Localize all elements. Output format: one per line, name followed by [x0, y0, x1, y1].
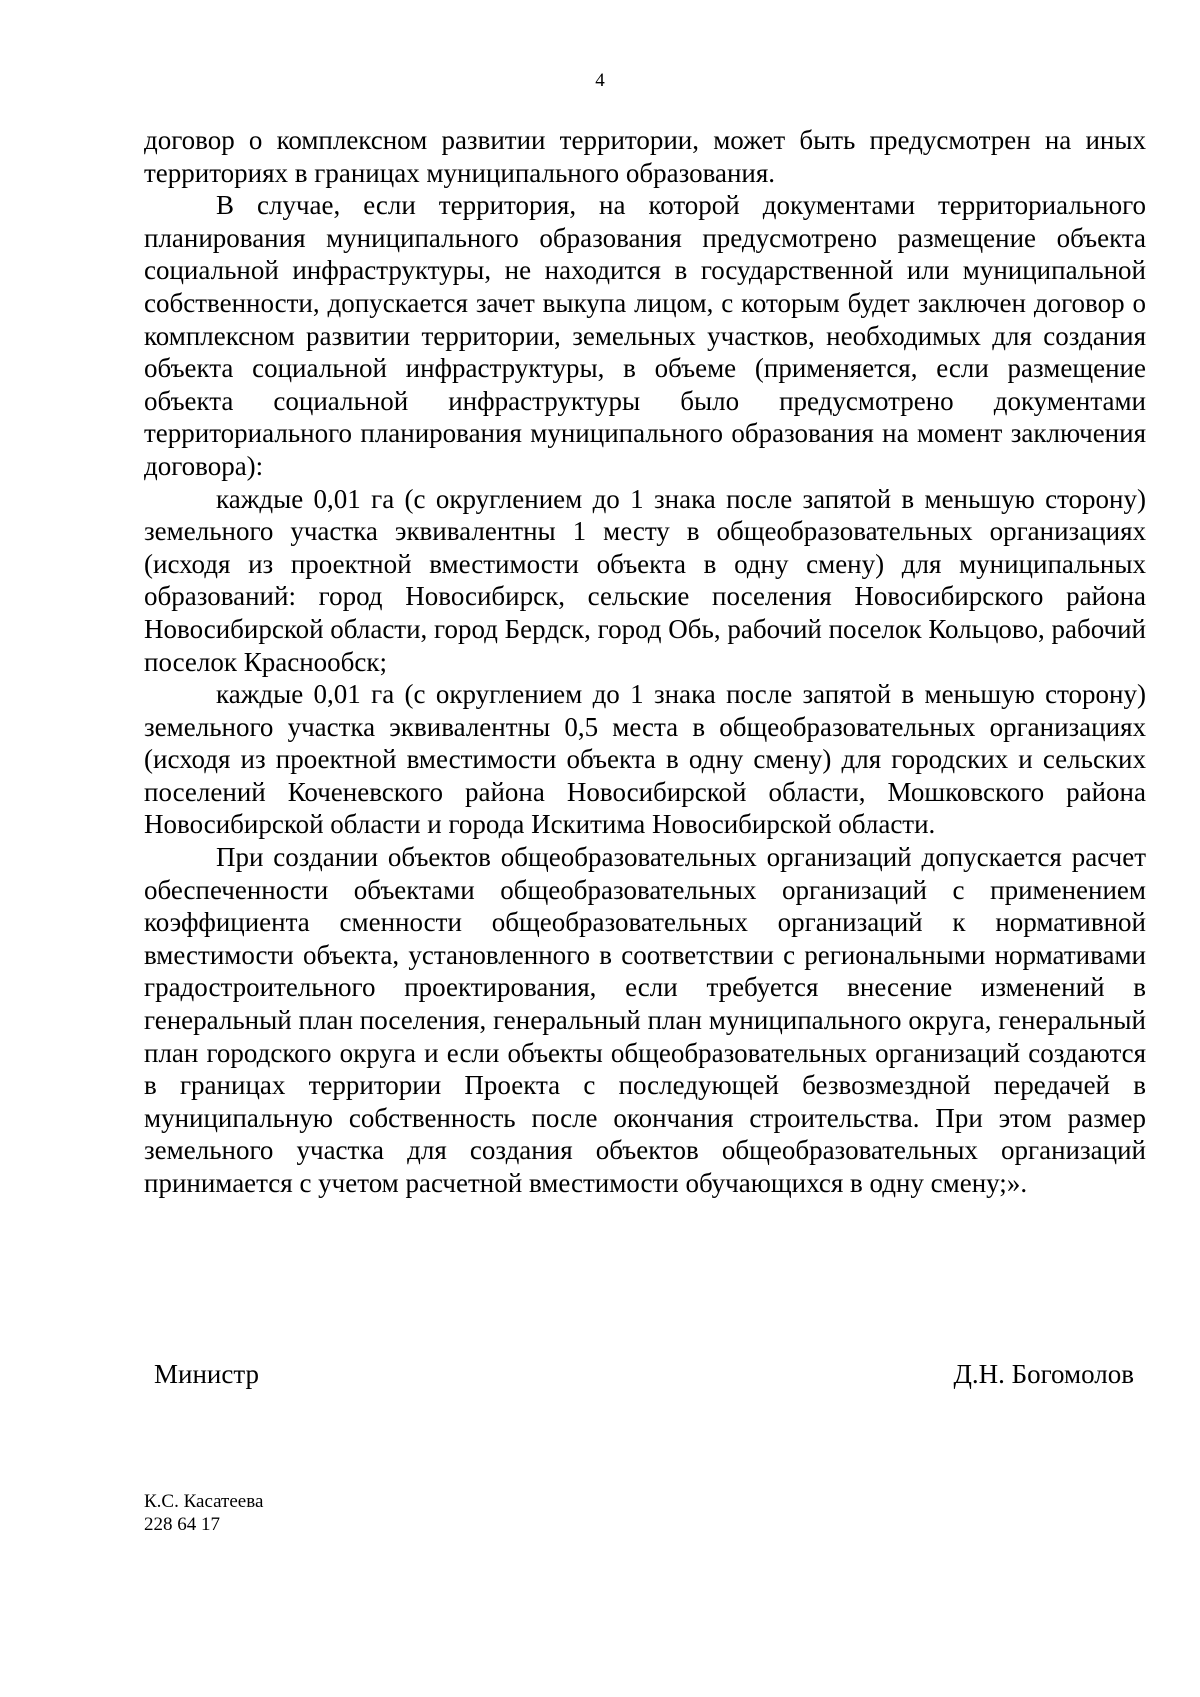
executor-block [144, 1490, 263, 1536]
signatory-position: Министр [154, 1359, 259, 1389]
page-number: 4 [595, 70, 605, 91]
document-body [144, 124, 1146, 1200]
paragraph-rate-districts: каждые 0,01 га (с округлением до 1 знака после запятой в меньшую сторону) земельного участка эквивалентны 0,5 места в общеобразовательных организациях (исходя из проектной вместимости объекта в одну смену) для городских и сельских поселений Коченевского района Новосибирской области, Мошковского района Новосибирской области и города Искитима Новосибирской области. [144, 679, 1146, 840]
paragraph-rate-novosibirsk: каждые 0,01 га (с округлением до 1 знака после запятой в меньшую сторону) земельного участка эквивалентны 1 месту в общеобразовательных организациях (исходя из проектной вместимости объекта в одну смену) для муниципальных образований: город Новосибирск, сельские поселения Новосибирского района Новосибирской области, город Бердск, город Обь, рабочий поселок Кольцово, рабочий поселок Краснообск; [144, 483, 1146, 677]
paragraph-land-offset: В случае, если территория, на которой документами территориального планирования муниципального образования предусмотрено размещение объекта социальной инфраструктуры, не находится в государственной или муниципальной собственности, допускается зачет выкупа лицом, с которым будет заключен договор о комплексном развитии территории, земельных участков, необходимых для создания объекта социальной инфраструктуры, в объеме (применяется, если размещение объекта социальной инфраструктуры было предусмотрено документами территориального планирования муниципального образования на момент заключения договора): [144, 190, 1146, 481]
paragraph-shift-coefficient: При создании объектов общеобразовательных организаций допускается расчет обеспеченности объектами общеобразовательных организаций с применением коэффициента сменности общеобразовательных организаций к нормативной вместимости объекта, установленного в соответствии с региональными нормативами градостроительного проектирования, если требуется внесение изменений в генеральный план поселения, генеральный план муниципального округа, генеральный план городского округа и если объекты общеобразовательных организаций создаются в границах территории Проекта с последующей безвозмездной передачей в муниципальную собственность после окончания строительства. При этом размер земельного участка для создания объектов общеобразовательных организаций принимается с учетом расчетной вместимости обучающихся в одну смену;». [144, 842, 1146, 1198]
executor-name: К.С. Касатеева [144, 1491, 264, 1512]
signatory-name: Д.Н. Богомолов [953, 1359, 1134, 1389]
executor-phone: 228 64 17 [144, 1514, 220, 1535]
signature-block [154, 1358, 1134, 1390]
paragraph-continuation: договор о комплексном развитии территории, может быть предусмотрен на иных территориях в границах муниципального образования. [144, 125, 1146, 188]
